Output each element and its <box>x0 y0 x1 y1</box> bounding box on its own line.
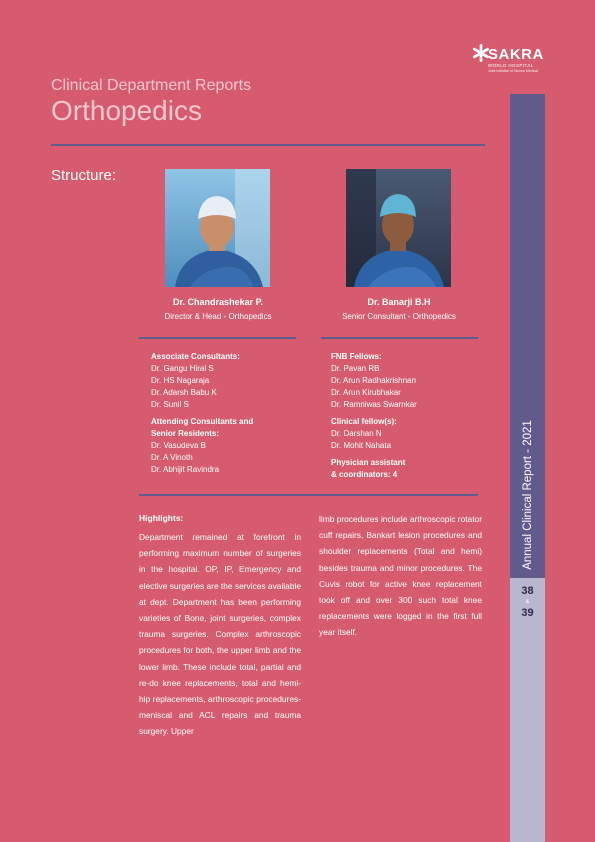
list-item: Dr. Darshan N <box>331 429 382 438</box>
list-item: Dr. Adarsh Babu K <box>151 388 217 397</box>
lists-divider <box>139 494 478 496</box>
attending-heading: Attending Consultants and <box>151 417 254 426</box>
fnb-heading: FNB Fellows: <box>331 352 382 361</box>
doctor-divider <box>321 337 478 339</box>
list-item: Dr. Abhijit Ravindra <box>151 465 220 474</box>
doctor-role: Director & Head - Orthopedics <box>164 312 272 321</box>
logo-word: SAKRA <box>488 46 544 63</box>
doctor-portrait-icon <box>165 169 270 287</box>
list-item: Dr. Ramniwas Swarnkar <box>331 400 417 409</box>
highlights-heading: Highlights: <box>139 513 184 523</box>
section-label: Clinical Department Reports <box>51 77 252 94</box>
clinical-heading: Clinical fellow(s): <box>331 417 397 426</box>
list-item: Dr. Sunil S <box>151 400 189 409</box>
doctor-photo-banarji <box>346 169 451 287</box>
list-item: Dr. Gangu Hiral S <box>151 364 214 373</box>
list-item: Dr. Pavan RB <box>331 364 380 373</box>
list-item: Dr. HS Nagaraja <box>151 376 210 385</box>
header-divider <box>51 144 485 146</box>
page-title: Orthopedics <box>51 95 202 126</box>
sakra-logo <box>472 44 544 78</box>
logo-subtitle: WORLD HOSPITAL <box>488 63 534 68</box>
highlights-column-1: Department remained at forefront in performing maximum number of surgeries in the hospital. OP, IP, Emergency and elective surgeries are the services available at dept. Department has been performing varieties of Bone, joint surgeries, complex trauma surgeries. Complex arthroscopic procedures for both, the upper limb and the lower limb. These include total, partial and re-do knee replacements, total and hemi-hip replacements, arthroscopic procedures- meniscal and ACL repairs and trauma surgery. Upper <box>139 532 301 737</box>
page-number-left: 38 <box>521 585 534 597</box>
staff-list-left <box>151 351 311 476</box>
doctor-divider <box>139 337 296 339</box>
sidebar-band <box>510 94 545 842</box>
staff-list-right <box>331 351 491 481</box>
doctor-name: Dr. Chandrashekar P. <box>173 297 263 307</box>
list-item: Dr. Arun Kirubhakar <box>331 388 401 397</box>
attending-heading-cont: Senior Residents: <box>151 429 220 438</box>
pa-heading: Physician assistant <box>331 458 406 467</box>
doctor-photo-chandrashekar <box>165 169 270 287</box>
page-number-right: 39 <box>521 607 534 619</box>
logo-tagline: Joint Initiative of Secom Medical <box>488 69 538 73</box>
pa-heading-cont: & coordinators: 4 <box>331 470 398 479</box>
doctor-name: Dr. Banarji B.H <box>367 297 431 307</box>
list-item: Dr. Mohit Nahata <box>331 441 392 450</box>
associate-heading: Associate Consultants: <box>151 352 240 361</box>
doctor-role: Senior Consultant - Orthopedics <box>342 312 456 321</box>
list-item: Dr. A Vinoth <box>151 453 193 462</box>
list-item: Dr. Arun Radhakrishnan <box>331 376 416 385</box>
highlights-column-2: limb procedures include arthroscopic rotator cuff repairs, Bankart lesion procedures and shoulder replacements (Total and hemi) besides trauma and minor procedures. The Cuvis robot for active knee replacement took off and over 300 such total knee replacements were logged in the first full year itself. <box>319 514 482 638</box>
page-ampersand: & <box>525 599 530 605</box>
report-title-vertical: Annual Clinical Report - 2021 <box>522 420 534 570</box>
doctor-portrait-icon <box>346 169 451 287</box>
structure-heading: Structure: <box>51 167 117 184</box>
list-item: Dr. Vasudeva B <box>151 441 206 450</box>
